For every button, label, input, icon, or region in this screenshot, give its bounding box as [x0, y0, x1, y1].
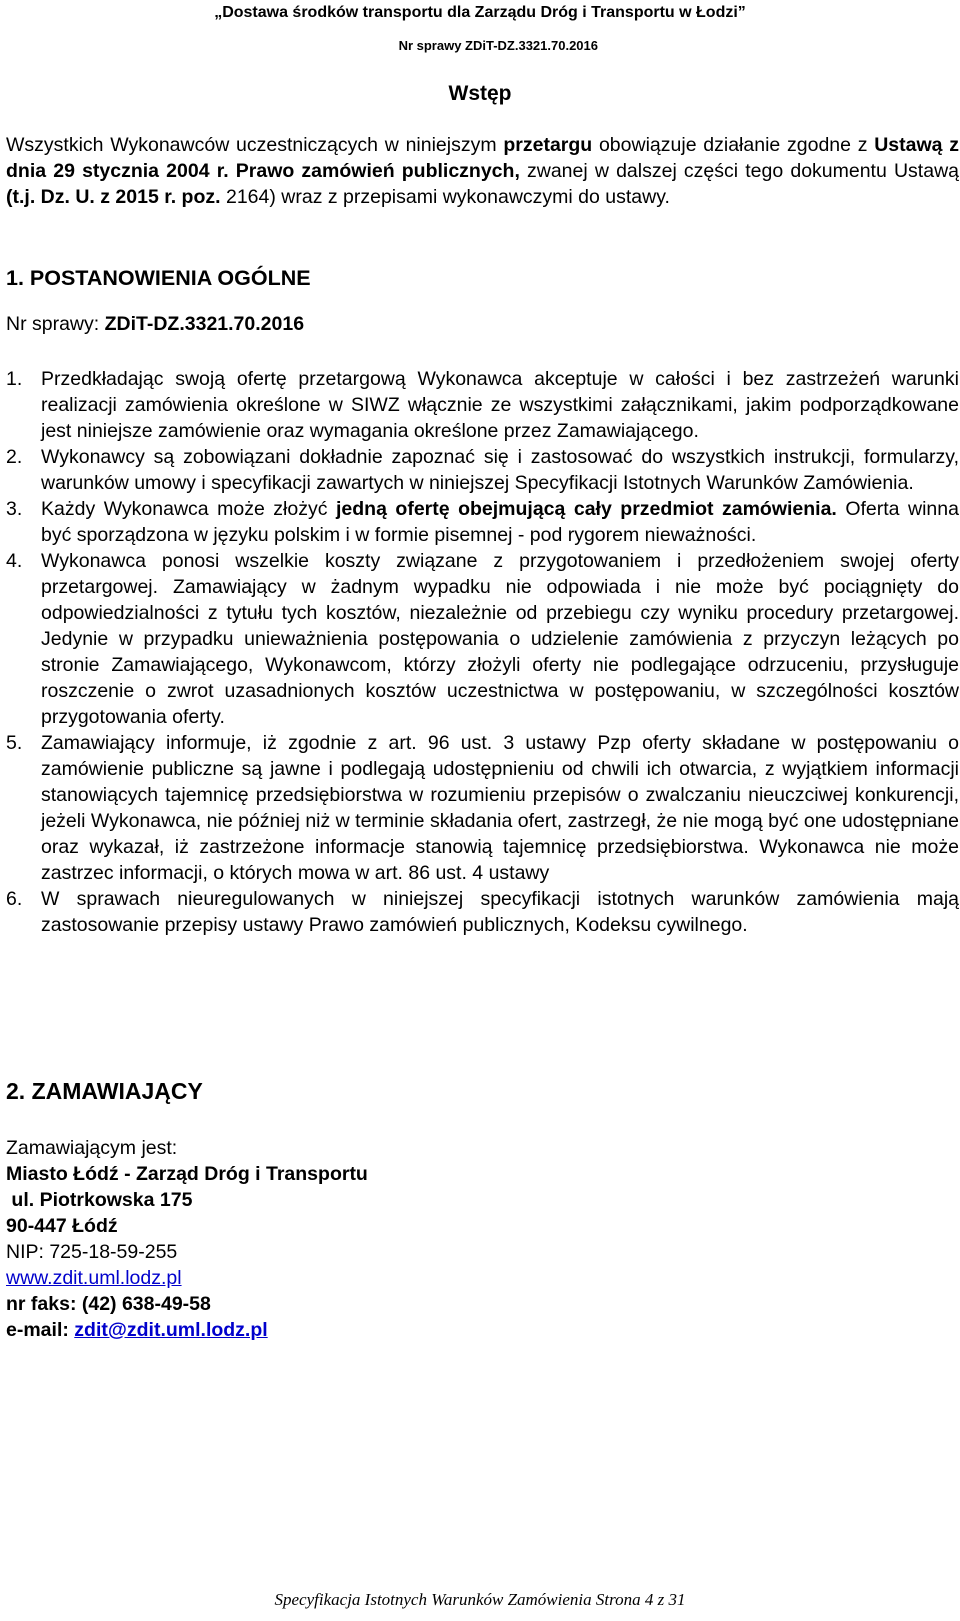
list-item-text: Wykonawca ponosi wszelkie koszty związane z przygotowaniem i przedłożeniem swojej oferty przetargowej. Zamawiający w żadnym wypadku nie odpowiada i nie może być pociągnięty do odpowiedzialności z tytułu tych kosztów, niezależnie od przebiegu czy wyniku procedury przetargowej. Jedynie w przypadku unieważnienia postępowania o udzielenie zamówienia z przyczyn leżących po stronie Zamawiającego, Wykonawcom, którzy złożyli oferty nie podlegające odrzuceniu, przysługuje roszczenie o zwrot uzasadnionych kosztów uczestnictwa w postępowaniu, w szczególności kosztów przygotowania oferty. — [41, 550, 959, 728]
list-item-text: Zamawiający informuje, iż zgodnie z art. 96 ust. 3 ustawy Pzp oferty składane w postępowaniu o zamówienie publiczne są jawne i podlegają udostępnieniu od chwili ich otwarcia, z wyjątkiem informacji stanowiących tajemnicę przedsiębiorstwa w rozumieniu przepisów o zwalczaniu nieuczciwej konkurencji, jeżeli Wykonawca, nie później niż w terminie składania ofert, zastrzegł, że nie mogą być one udostępniane oraz wykazał, iż zastrzeżone informacje stanowią tajemnicę przedsiębiorstwa. Wykonawca nie może zastrzec informacji, o których mowa w art. 86 ust. 4 ustawy — [41, 732, 959, 884]
email-link[interactable]: zdit@zdit.uml.lodz.pl — [74, 1319, 268, 1341]
list-item — [6, 496, 959, 548]
authority-nip: NIP: 725-18-59-255 — [6, 1241, 178, 1263]
authority-name: Miasto Łódź - Zarząd Dróg i Transportu — [6, 1163, 368, 1185]
intro-paragraph — [6, 132, 959, 210]
list-item-text: Przedkładając swoją ofertę przetargową Wykonawca akceptuje w całości i bez zastrzeżeń warunki realizacji zamówienia określone w SIWZ włącznie ze wszystkimi załącznikami, jakim podporządkowane jest niniejsze zamówienie oraz wymagania określone przez Zamawiającego. — [41, 368, 959, 442]
authority-intro: Zamawiającym jest: — [6, 1137, 178, 1159]
intro-heading: Wstęp — [448, 82, 512, 105]
list-item — [6, 444, 959, 496]
authority-city: 90-447 Łódź — [6, 1215, 118, 1237]
general-provisions-list — [6, 366, 959, 938]
footer-text: Specyfikacja Istotnych Warunków Zamówienia Strona — [274, 1590, 645, 1609]
email-label: e-mail: — [6, 1319, 75, 1341]
footer-separator: z — [653, 1590, 669, 1609]
footer-page-total: 31 — [668, 1590, 686, 1609]
section-2-heading: 2. ZAMAWIAJĄCY — [6, 1078, 203, 1104]
authority-street: ul. Piotrkowska 175 — [6, 1189, 193, 1211]
list-item-text-a: Każdy Wykonawca może złożyć — [41, 498, 336, 520]
list-item-number: 3. — [6, 498, 23, 520]
list-item-number: 6. — [6, 888, 23, 910]
list-item-number: 1. — [6, 368, 23, 390]
list-item-number: 5. — [6, 732, 23, 754]
intro-text-3: zwanej w dalszej części tego dokumentu Ustawą — [519, 160, 959, 182]
list-item — [6, 548, 959, 730]
list-item-text-c: Oferta winna być sporządzona w języku polskim i w formie pisemnej - pod rygorem nieważności. — [41, 498, 959, 546]
list-item — [6, 366, 959, 444]
contracting-authority-block — [6, 1135, 368, 1343]
list-item-number: 4. — [6, 550, 23, 572]
document-header-title: „Dostawa środków transportu dla Zarządu Dróg i Transportu w Łodzi” — [214, 4, 746, 21]
case-number-label: Nr sprawy: — [6, 313, 105, 335]
list-item-text-bold: jedną ofertę obejmującą cały przedmiot zamówienia. — [335, 498, 837, 520]
list-item-text — [41, 496, 959, 548]
authority-fax: nr faks: (42) 638-49-58 — [6, 1293, 211, 1315]
list-item — [6, 886, 959, 938]
case-number-line — [6, 313, 304, 336]
intro-text-2: obowiązuje działanie zgodne z — [592, 134, 875, 156]
case-number-value: ZDiT-DZ.3321.70.2016 — [104, 313, 305, 335]
list-item-text: Wykonawcy są zobowiązani dokładnie zapoznać się i zastosować do wszystkich instrukcji, formularzy, warunków umowy i specyfikacji zawartych w niniejszej Specyfikacji Istotnych Warunków Zamówienia. — [41, 446, 959, 494]
list-item-text: W sprawach nieuregulowanych w niniejszej specyfikacji istotnych warunków zamówienia mają zastosowanie przepisy ustawy Prawo zamówień publicznych, Kodeksu cywilnego. — [41, 888, 959, 936]
intro-bold-3: (t.j. Dz. U. z 2015 r. poz. — [6, 186, 221, 208]
intro-text-1: Wszystkich Wykonawców uczestniczących w niniejszym — [6, 134, 504, 156]
website-link[interactable]: www.zdit.uml.lodz.pl — [6, 1267, 182, 1289]
list-item — [6, 730, 959, 886]
authority-email-line — [6, 1317, 368, 1343]
intro-bold-2: Ustawą z dnia 29 stycznia 2004 r. Prawo zamówień publicznych, — [6, 134, 959, 182]
intro-text-4: 2164) wraz z przepisami wykonawczymi do ustawy. — [220, 186, 670, 208]
page-footer — [0, 1590, 960, 1610]
footer-page-number: 4 — [644, 1590, 654, 1609]
document-header-case-number: Nr sprawy ZDiT-DZ.3321.70.2016 — [398, 38, 598, 53]
section-1-heading: 1. POSTANOWIENIA OGÓLNE — [6, 266, 311, 290]
intro-bold-1: przetargu — [503, 134, 593, 156]
list-item-number: 2. — [6, 446, 23, 468]
